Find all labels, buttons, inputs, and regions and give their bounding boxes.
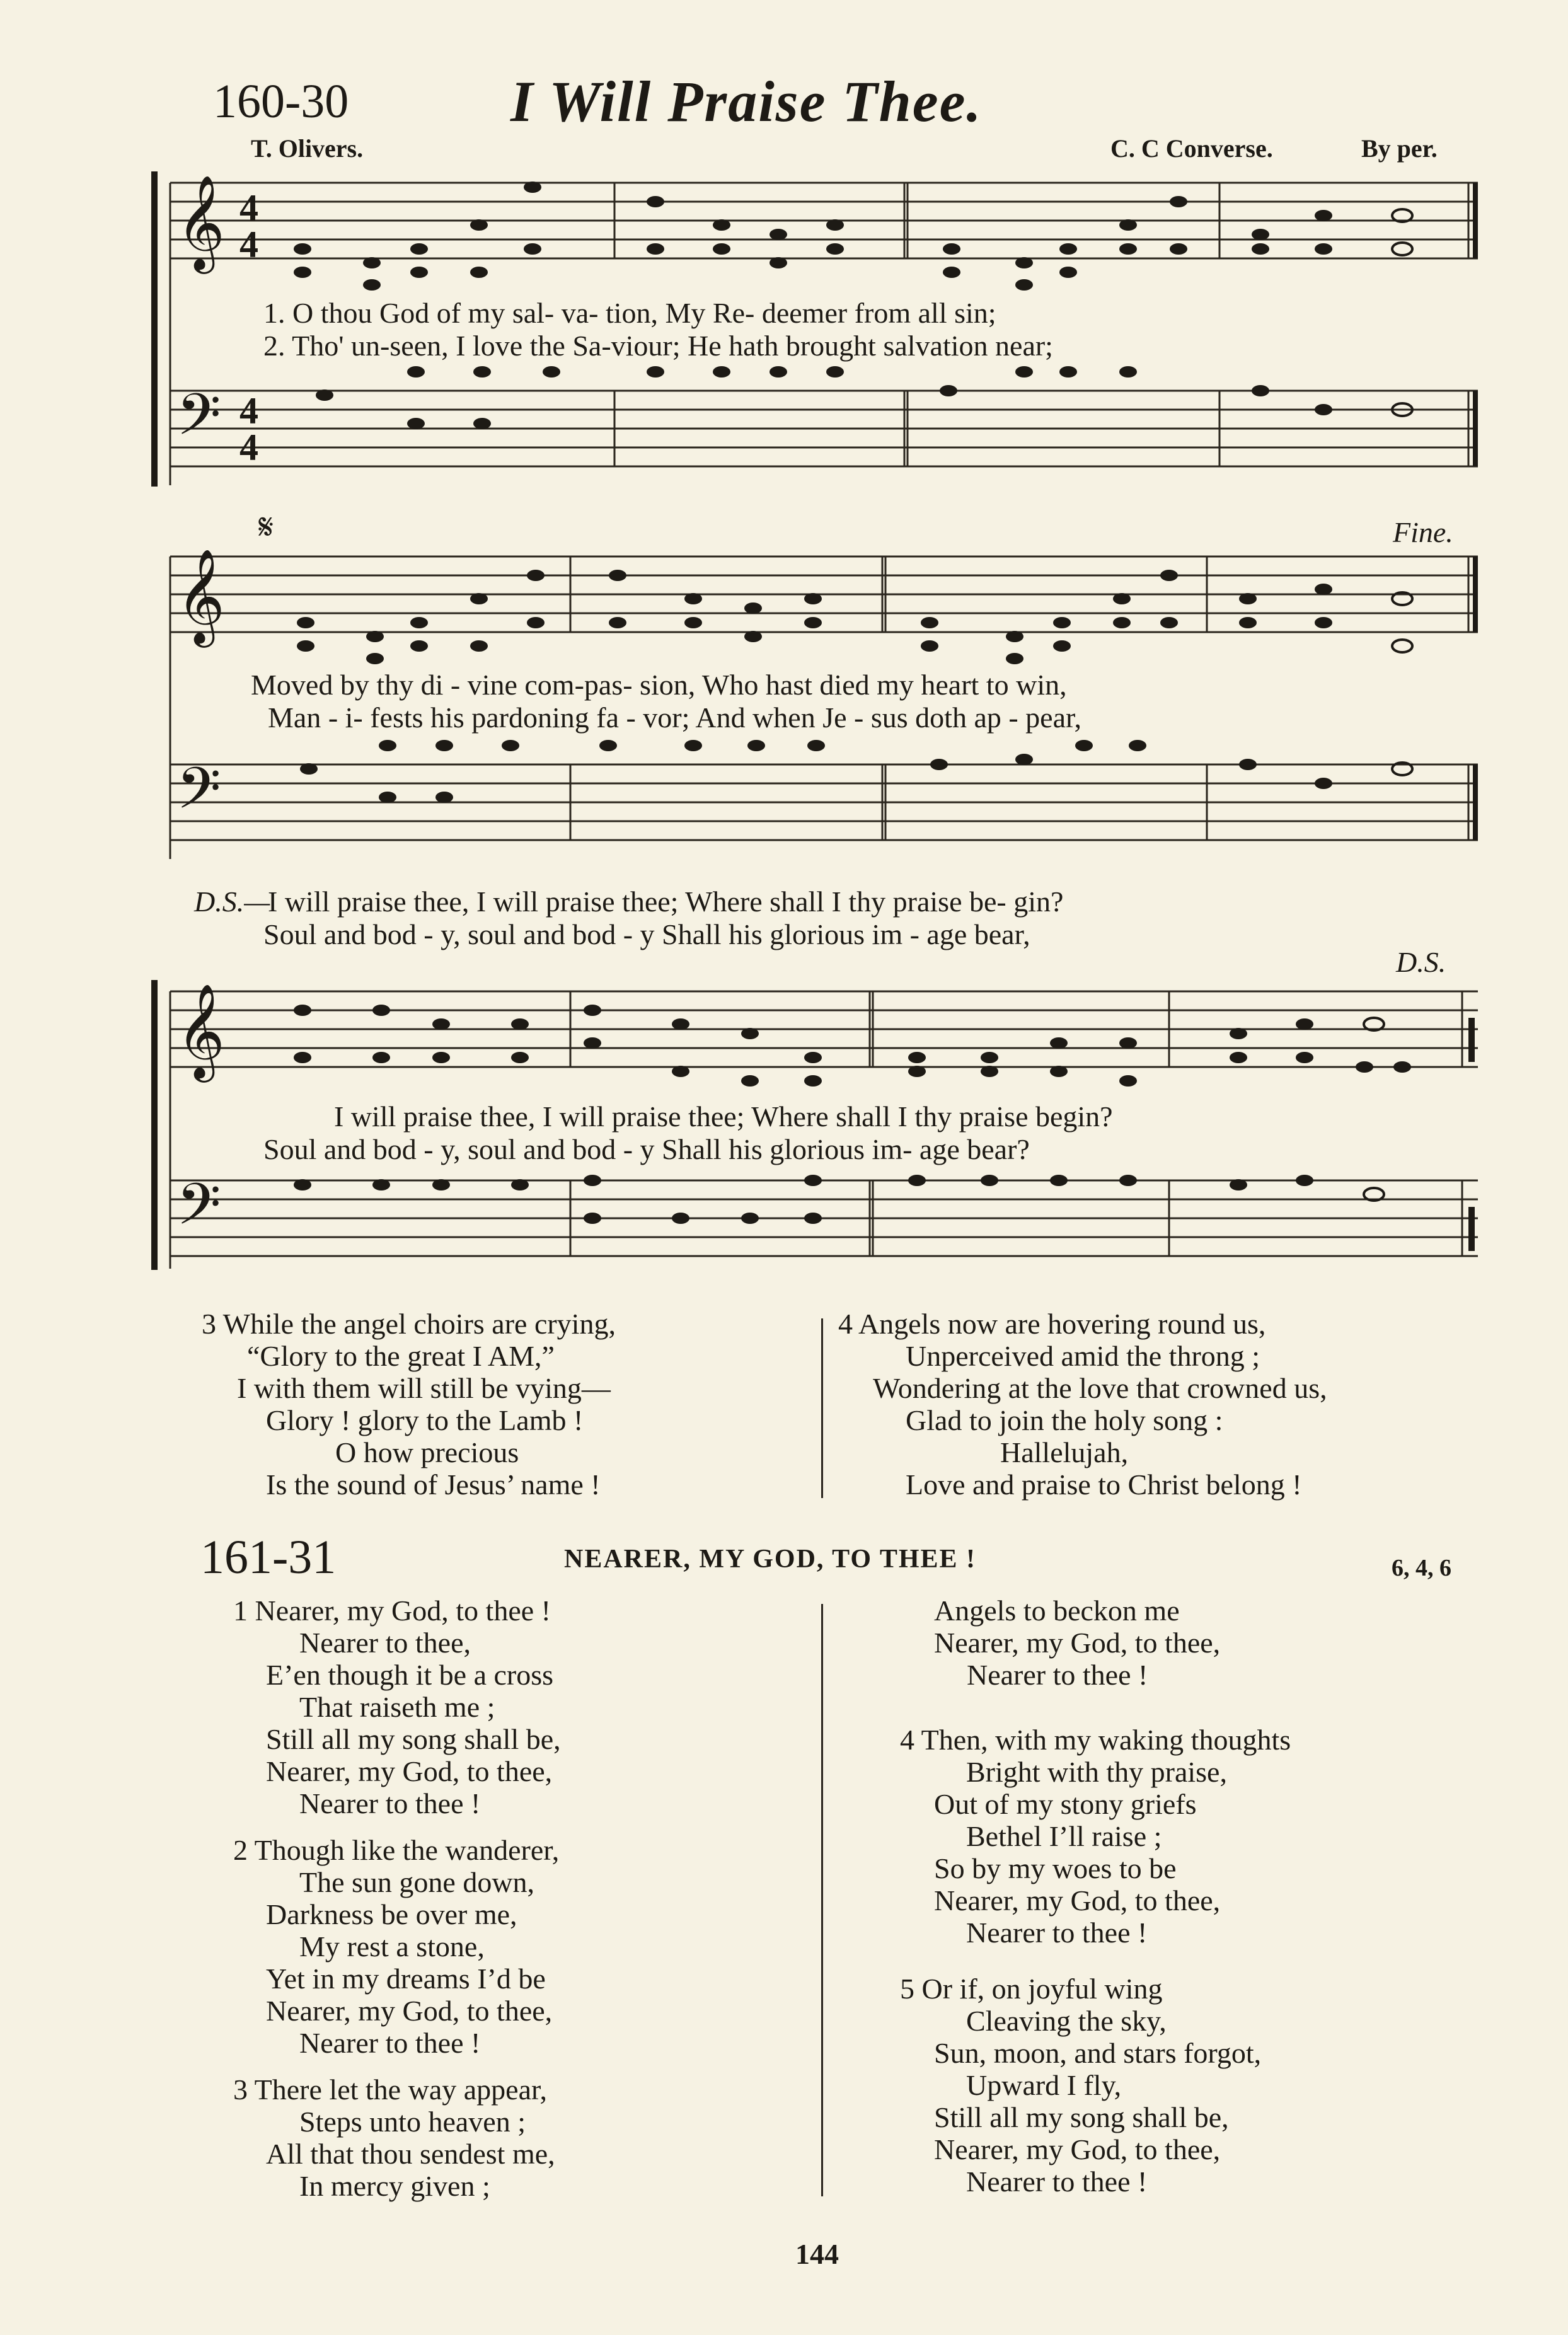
hymn161-stanza-2: 2 Though like the wanderer, The sun gone down, Darkness be over me, My rest a stone, Yet in my dreams I’d be Nearer, my God, to thee, Nearer to thee !	[233, 1834, 560, 2059]
hymn161-stanza-5: 5 Or if, on joyful wing Cleaving the sky, Sun, moon, and stars forgot, Upward I fly, Still all my song shall be, Nearer, my God, to thee, Nearer to thee !	[900, 1973, 1262, 2198]
system1-lyrics-verse1: 1. O thou God of my sal- va- tion, My Re- deemer from all sin;	[263, 297, 996, 329]
stanza-3: 3 While the angel choirs are crying, “Glory to the great I AM,” I with them will still be vying— Glory ! glory to the Lamb ! O how precious Is the sound of Jesus’ name !	[202, 1308, 616, 1501]
hymn161-stanza-1: 1 Nearer, my God, to thee ! Nearer to thee, E’en though it be a cross That raiseth me ; Still all my song shall be, Nearer, my God, to thee, Nearer to thee !	[233, 1594, 561, 1819]
svg-text:4: 4	[239, 187, 258, 229]
system3-lyrics-line1: I will praise thee, I will praise thee; Where shall I thy praise begin?	[334, 1100, 1113, 1133]
hymn161-stanza-3-continued: Angels to beckon me Nearer, my God, to thee, Nearer to thee !	[934, 1594, 1221, 1691]
composer-credit: C. C Converse.	[1110, 134, 1273, 163]
svg-text:4: 4	[239, 427, 258, 468]
ds-lyrics-line2: Soul and bod - y, soul and bod - y Shall his glorious im - age bear,	[263, 918, 1030, 950]
hymn-title: I Will Praise Thee.	[510, 69, 983, 134]
author-credit: T. Olivers.	[251, 134, 364, 163]
bass-staff-1	[170, 391, 1478, 466]
stanza-4: 4 Angels now are hovering round us, Unperceived amid the throng ; Wondering at the love that crowned us, Glad to join the holy song : Hallelujah, Love and praise to Christ belong !	[838, 1308, 1327, 1501]
svg-text:4: 4	[239, 390, 258, 432]
hymn161-stanza-4: 4 Then, with my waking thoughts Bright with thy praise, Out of my stony griefs Bethel I’ll raise ; So by my woes to be Nearer, my God, to thee, Nearer to thee !	[900, 1724, 1291, 1949]
ds-lyrics-line1: I will praise thee, I will praise thee; Where shall I thy praise be- gin?	[268, 885, 1064, 918]
system3-lyrics-line2: Soul and bod - y, soul and bod - y Shall his glorious im- age bear?	[263, 1133, 1030, 1165]
hymn-161-meter: 6, 4, 6	[1392, 1555, 1451, 1581]
svg-text:𝄢: 𝄢	[176, 1171, 221, 1252]
column-divider-1	[821, 1318, 823, 1498]
hymn-number: 160-30	[213, 75, 349, 128]
column-divider-2	[821, 1604, 823, 2196]
fine-marker: Fine.	[1393, 516, 1453, 548]
segno-icon: 𝄋	[258, 508, 274, 547]
permission-note: By per.	[1361, 134, 1438, 163]
ds-label: D.S.—	[194, 885, 270, 918]
hymn-161-title: NEARER, MY GOD, TO THEE !	[564, 1545, 977, 1574]
svg-text:𝄢: 𝄢	[176, 755, 221, 836]
svg-text:4: 4	[239, 224, 258, 265]
page-number: 144	[795, 2238, 839, 2270]
treble-notes-1	[294, 182, 1412, 291]
svg-text:𝄞: 𝄞	[176, 983, 225, 1078]
treble-clef-icon: 𝄞	[176, 174, 225, 270]
bass-notes-1	[316, 366, 1412, 429]
hymn161-stanza-3: 3 There let the way appear, Steps unto heaven ; All that thou sendest me, In mercy given ;	[233, 2073, 555, 2202]
system2-lyrics-verse1: Moved by thy di - vine com-pas- sion, Who hast died my heart to win,	[251, 669, 1067, 701]
hymn-161-number: 161-31	[200, 1531, 337, 1584]
system2-lyrics-verse2: Man - i- fests his pardoning fa - vor; And when Je - sus doth ap - pear,	[268, 701, 1081, 734]
system1-lyrics-verse2: 2. Tho' un-seen, I love the Sa-viour; He hath brought salvation near;	[263, 330, 1053, 362]
bass-clef-icon: 𝄢	[176, 381, 221, 462]
ds-marker: D.S.	[1396, 946, 1446, 978]
svg-text:𝄞: 𝄞	[176, 548, 225, 643]
